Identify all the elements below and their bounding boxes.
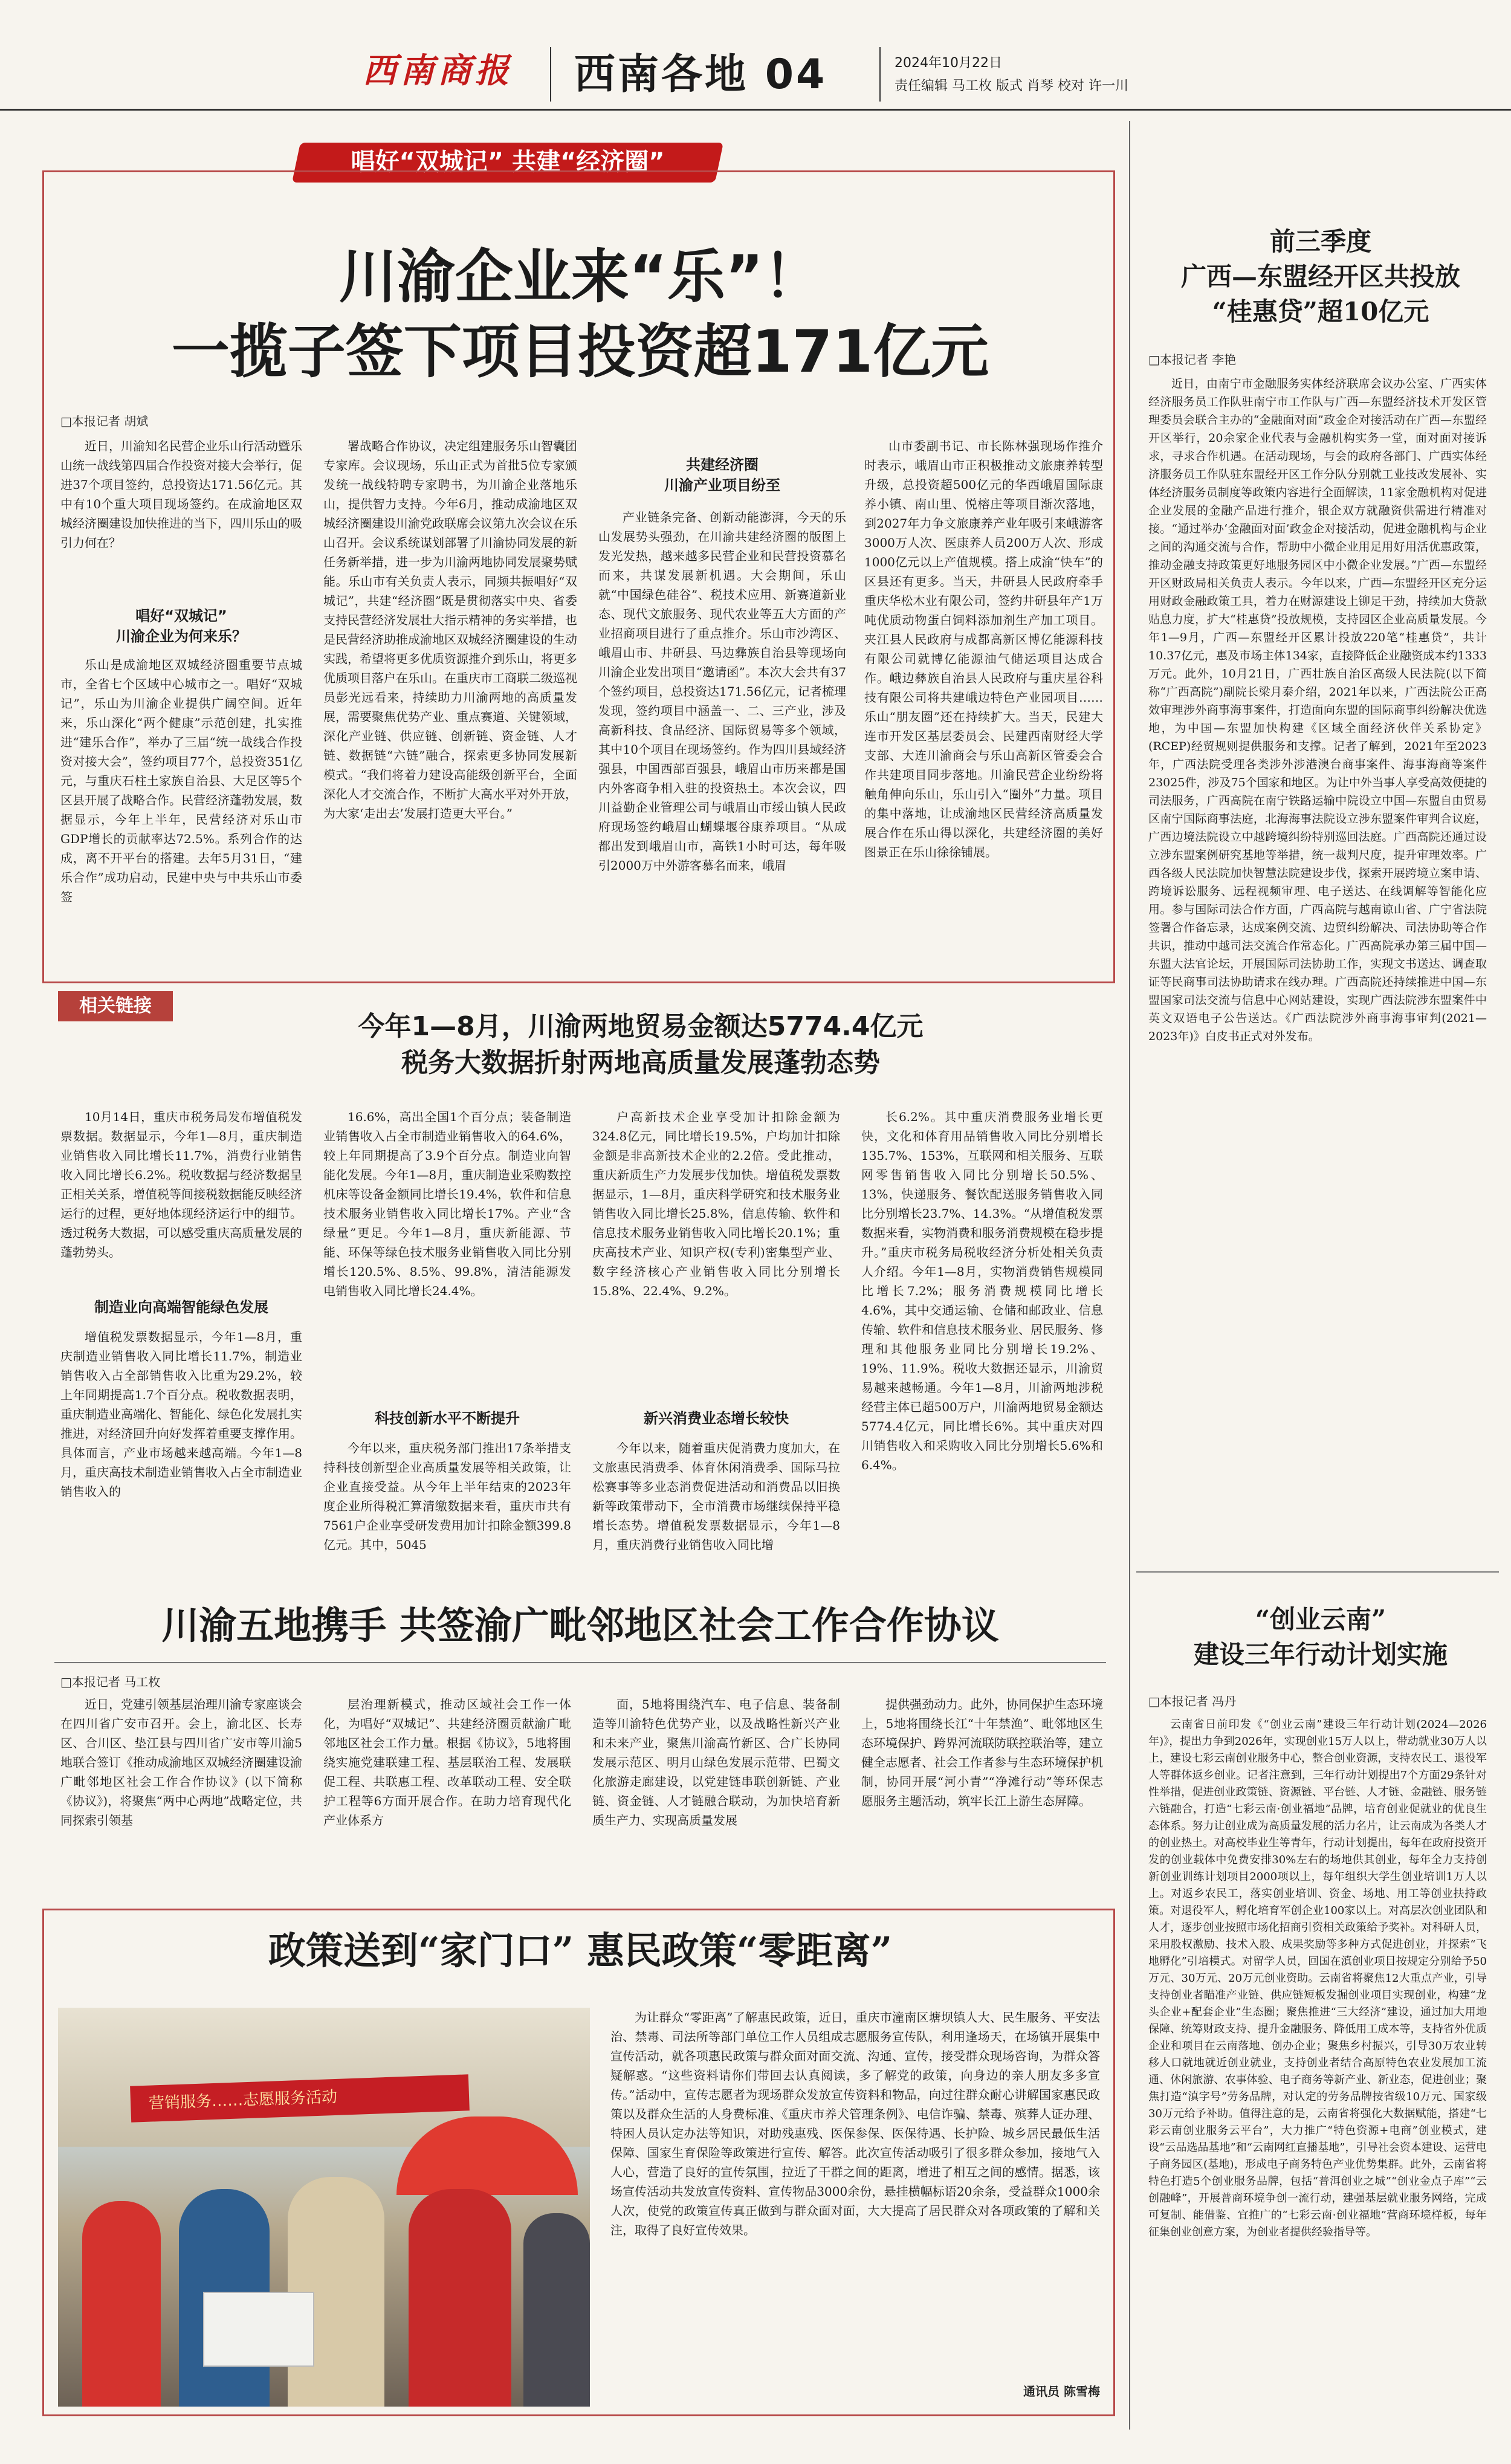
lead-subhead-1b: 川渝企业为何来乐？ bbox=[116, 628, 247, 645]
social-column-2: 层治理新模式，推动区域社会工作一体化，为唱好“双城记”、共建经济圈贡献渝广毗邻地区社会工作力量。根据《协议》，5地将围绕实施党建联建工程、基层联治工程、发展联促工程、共联惠工程、改革联动工程、安全联护工程等6方面开展合作。在助力培育现代化产业体系方 bbox=[323, 1697, 571, 1828]
lead-column-1: 乐山是成渝地区双城经济圈重要节点城市，全省七个区域中心城市之一。唱好“双城记”，乐山为川渝企业提供广阔空间。近年来，乐山深化“两个健康”示范创建，扎实推进“建乐合作”，举办了三届“统一战线合作投资对接大会”，签约项目77个，总投资351亿元，与重庆石柱土家族自治县、大足区等5个区县开展了战略合作。民营经济蓬勃发展，数据显示，今年上半年，民营经济对乐山市GDP增长的贡献率达72.5%。系列合作的达成，离不开平台的搭建。去年5月31日，“建乐合作”成功启动，民建中央与中共乐山市委签 bbox=[60, 658, 302, 904]
section-title bbox=[574, 47, 827, 102]
masthead bbox=[0, 0, 1511, 115]
related-column-3a: 户高新技术企业享受加计扣除金额为324.8亿元，同比增长19.5%，户均加计扣除金额是非高新技术企业的2.2倍。受此推动，重庆新质生产力发展步伐加快。增值税发票数据显示，1—8月，重庆科学研究和技术服务业销售收入同比增长25.8%，信息传输、软件和信息技术服务业销售收入同比增长20.1%；重庆高技术产业、知识产权(专利)密集型产业、数字经济核心产业销售收入同比分别增长15.8%、22.4%、9.2%。 bbox=[592, 1110, 840, 1298]
lead-byline: □本报记者 胡斌 bbox=[60, 414, 149, 428]
related-subhead-2: 科技创新水平不断提升 bbox=[375, 1410, 520, 1427]
photo-person-4 bbox=[409, 2189, 511, 2407]
photo-red-banner-text: 营销服务……志愿服务活动 bbox=[148, 2087, 338, 2113]
policy-body: 为让群众“零距离”了解惠民政策，近日，重庆市潼南区塘坝镇人大、民生服务、平安法治、禁毒、司法所等部门单位工作人员组成志愿服务宣传队，利用逢场天，在场镇开展集中宣传活动，就各项惠民政策与群众面对面交流、沟通、宣传，接受群众现场咨询，为群众答疑解惑。“这些资料请你们带回去认真阅读，多了解党的政策，向身边的亲人朋友多多宣传。”活动中，宣传志愿者为现场群众发放宣传资料和物品，向过往群众耐心讲解国家惠民政策以及群众生活的人身费标准、《重庆市养犬管理条例》、电信诈骗、禁毒、殡葬人证办理、特困人员认定办法等知识，对助残惠残、医保参保、医保待遇、长护险、城乡居民最低生活保障、国家生育保险等政策进行宣传、解答。此次宣传活动吸引了很多群众参加，接地气入人心，营造了良好的宣传氛围，拉近了干群之间的距离，增进了相互之间的感情。据悉，该场宣传活动共发放宣传资料、宣传物品3000余份，悬挂横幅标语20余条，受益群众1000余人次，使党的政策宣传真正做到与群众面对面，大大提高了居民群众对各项政策的了解和关注，取得了良好宣传效果。 bbox=[610, 2010, 1100, 2237]
related-column-4: 长6.2%。其中重庆消费服务业增长更快，文化和体育用品销售收入同比分别增长135.7%、153%，互联网和相关服务、互联网零售销售收入同比分别增长50.5%、13%，快递服务、餐饮配送服务销售收入同比分别增长23.7%、14.3%。“从增值税发票数据来看，实物消费和服务消费规模在稳步提升。”重庆市税务局税收经济分析处相关负责人介绍。今年1—8月，实物消费销售规模同比增长7.2%；服务消费规模同比增长4.6%，其中交通运输、仓储和邮政业、信息传输、软件和信息技术服务业、居民服务、修理和其他服务业同比分别增长19.2%、19%、11.9%。税收大数据还显示，川渝贸易越来越畅通。今年1—8月，川渝两地涉税经营主体已超500万户，川渝两地贸易金额达5774.4亿元，同比增长6%。其中重庆对四川销售收入和采购收入同比分别增长5.6%和6.4%。 bbox=[861, 1110, 1103, 1472]
related-column-3b: 今年以来，随着重庆促消费力度加大，在文旅惠民消费季、体育休闲消费季、国际马拉松赛事等多业态消费促进活动和消费品以旧换新等政策带动下，全市消费市场继续保持平稳增长态势。增值税发票数据显示，今年1—8月，重庆消费行业销售收入同比增 bbox=[592, 1441, 840, 1552]
lead-subhead-1a: 唱好“双城记” bbox=[135, 607, 227, 624]
editor-credits: 责任编辑 马工枚 版式 肖琴 校对 许一川 bbox=[895, 79, 1128, 94]
social-column-1: 近日，党建引领基层治理川渝专家座谈会在四川省广安市召开。会上，渝北区、长寿区、合川区、垫江县与四川省广安市等川渝5地联合签订《推动成渝地区双城经济圈建设渝广毗邻地区社会工作合作协议》(以下简称《协议》)，将聚焦“两中心两地”战略定位，共同探索引领基 bbox=[60, 1697, 302, 1828]
photo-person-1 bbox=[82, 2201, 161, 2407]
related-tag: 相关链接 bbox=[58, 991, 173, 1021]
guangxi-headline-3: “桂惠贷”超10亿元 bbox=[1212, 297, 1429, 326]
social-headline: 川渝五地携手 共签渝广毗邻地区社会工作合作协议 bbox=[161, 1603, 999, 1648]
social-byline: □本报记者 马工枚 bbox=[60, 1675, 161, 1689]
related-column-2a: 16.6%，高出全国1个百分点；装备制造业销售收入占全市制造业销售收入的64.6%，较上年同期提高了3.9个百分点。制造业向智能化发展。今年1—8月，重庆制造业采购数控机床等设备金额同比增长19.4%，软件和信息技术服务业销售收入同比增长17%。产业“含绿量”更足。今年1—8月，重庆新能源、节能、环保等绿色技术服务业销售收入同比分别增长120.5%、8.5%、99.8%，清洁能源发电销售收入同比增长24.4%。 bbox=[323, 1110, 571, 1298]
lead-headline-1: 川渝企业来“乐”！ bbox=[338, 243, 822, 311]
related-headline-1: 今年1—8月，川渝两地贸易金额达5774.4亿元 bbox=[358, 1011, 924, 1042]
related-column-2b: 今年以来，重庆税务部门推出17条举措支持科技创新型企业高质量发展等相关政策，让企业直接受益。从今年上半年结束的2023年度企业所得税汇算清缴数据来看，重庆市共有7561户企业享受研发费用加计扣除金额399.8亿元。其中，5045 bbox=[323, 1441, 571, 1552]
photo-leaflet bbox=[203, 2292, 314, 2367]
lead-column-3: 产业链条完备、创新动能澎湃，今天的乐山发展势头强劲，在川渝共建经济圈的版图上发光发热，越来越多民营企业和民营投资慕名而来，共谋发展新机遇。大会期间，乐山就“中国绿色硅谷”、税技术应用、新赛道新业态、现代文旅服务、现代农业等五大方面的产业招商项目进行了重点推介。乐山市沙湾区、峨眉山市、井研县、马边彝族自治县等现场向川渝企业发出项目“邀请函”。本次大会共有37个签约项目，总投资达171.56亿元，记者梳理发现，签约项目中涵盖一、二、三产业，涉及高新科技、食品经济、国际贸易等多个领域，其中10个项目在现场签约。作为四川县域经济强县，中国西部百强县，峨眉山市历来都是国内外客商争相入驻的投资热土。本次会议，四川益勤企业管理公司与峨眉山市绥山镇人民政府现场签约峨眉山蝴蝶堰谷康养项目。“从成都出发到峨眉山市，高铁1小时可达，每年吸引2000万中外游客慕名而来，峨眉 bbox=[598, 510, 846, 873]
related-column-1b: 增值税发票数据显示，今年1—8月，重庆制造业销售收入同比增长11.7%，制造业销售收入占全部销售收入比重为29.2%，较上年同期提高1.7个百分点。税收数据表明，重庆制造业高端化、智能化、绿色化发展扎实推进，对经济回升向好发挥着重要支撑作用。具体而言，产业市场越来越高端。今年1—8月，重庆高技术制造业销售收入占全市制造业销售收入的 bbox=[60, 1330, 302, 1499]
related-headline-2: 税务大数据折射两地高质量发展蓬勃态势 bbox=[401, 1047, 880, 1078]
lead-column-4: 山市委副书记、市长陈林强现场作推介时表示，峨眉山市正积极推动文旅康养转型升级，总投资超500亿元的华西峨眉国际康养小镇、南山里、悦榕庄等项目渐次落地，到2027年力争文旅康养产业年吸引来峨游客3000万人次、医康养人员200万人次、形成1000亿元以上产值规模。搭上成渝“快车”的区县还有更多。当天，井研县人民政府牵手重庆华松木业有限公司，签约井研县年产1万吨优质动物蛋白饲料添加剂生产加工项目。夹江县人民政府与成都高新区博亿能源科技有限公司就博亿能源油气储运项目达成合作。峨边彝族自治县人民政府与重庆星谷科技有限公司将共建峨边特色产业园项目……乐山“朋友圈”还在持续扩大。当天，民建大连市开发区基层委员会、民建西南财经大学支部、大连川渝商会与乐山高新区管委会合作共建项目同步落地。川渝民营企业纷纷将触角伸向乐山，乐山引入“圈外”力量。项目的集中落地，让成渝地区民营经济高质量发展合作在乐山得以深化，共建经济圈的美好图景正在乐山徐徐铺展。 bbox=[864, 439, 1103, 859]
yunnan-headline-1: “创业云南” bbox=[1255, 1605, 1386, 1634]
lead-subhead-2a: 共建经济圈 bbox=[686, 456, 759, 473]
section-name: 西南各地 bbox=[574, 50, 749, 99]
social-column-3: 面，5地将围绕汽车、电子信息、装备制造等川渝特色优势产业，以及战略性新兴产业和未来产业，聚焦川渝高竹新区、合广长协同发展示范区、明月山绿色发展示范带、巴蜀文化旅游走廊建设，以党建链串联创新链、产业链、资金链、人才链融合联动，为加快培育新质生产力、实现高质量发展 bbox=[592, 1697, 840, 1828]
lead-subhead-2b: 川渝产业项目纷至 bbox=[664, 477, 780, 494]
guangxi-body: 近日，由南宁市金融服务实体经济联席会议办公室、广西实体经济服务员工作队驻南宁市工作队与广西—东盟经济技术开发区管理委员会联合主办的“金融面对面”政金企对接活动在广西—东盟经开区举行，20余家企业代表与金融机构实务一堂，面对面对接诉求，寻求合作机遇。在活动现场，与会的政府各部门、广西实体经济服务员工作队驻东盟经开区工作分队分别就工业技改发展补、实体经济服务员制度等政策内容进行全面解读，11家金融机构对促进企业发展的金融产品进行推介，银企双方就融资供需进行精准对接。“通过举办‘金融面对面’政金企对接活动，促进金融机构与企业之间的沟通交流与合作，帮助中小微企业用足用好用活优惠政策，推动金融支持政策更好地服务园区中小微企业发展。”广西—东盟经开区财政局相关负责人表示。今年以来，广西—东盟经开区充分运用财政金融政策工具，着力在财源建设上铆足干劲，持续加大贷款贴息力度，扩大“桂惠贷”投放规模，支持园区企业高质量发展。今年1—9月，广西—东盟经开区累计投放220笔“桂惠贷”，共计10.37亿元，惠及市场主体134家，直接降低企业融资成本约1333万元。此外，10月21日，广西壮族自治区高级人民法院(以下简称“广西高院”)副院长梁月泰介绍，2021年以来，广西法院公正高效审理涉外商事海事案件，打造面向东盟的国际商事纠纷解决优选地，为中国—东盟加快构建《区域全面经济伙伴关系协定》(RCEP)经贸规则提供服务和支撑。记者了解到，2021年至2023年，广西法院受理各类涉外涉港澳台商事案件、海事海商等案件23025件，涉及75个国家和地区。为让中外当事人享受高效便捷的司法服务，广西高院在南宁铁路运输中院设立中国—东盟自由贸易区南宁国际商事法庭，北海海事法院设立涉东盟案件审判合议庭，广西边境法院设立中越跨境纠纷特别巡回法庭。广西高院还通过设立涉东盟案例研究基地等举措，统一裁判尺度，提升审理效率。广西各级人民法院加快智慧法院建设步伐，探索开展跨境立案申请、跨境诉讼服务、远程视频审理、电子送达、在线调解等智能化应用。参与国际司法合作方面，广西高院与越南谅山省、广宁省法院签署合作备忘录，达成案例交流、边贸纠纷解决、司法协助等合作共识，推动中越司法交流合作常态化。广西高院承办第三届中国—东盟大法官论坛，开展国际司法协助工作，实现文书送达、调查取证等民商事司法协助请求在线办理。广西高院还持续推进中国—东盟国家司法交流与信息中心网站建设，实现广西法院涉东盟案件中英文双语电子公告送达。《广西法院涉外商事海事审判(2021—2023年)》白皮书正式对外发布。 bbox=[1148, 377, 1487, 1043]
policy-headline: 政策送到“家门口” 惠民政策“零距离” bbox=[268, 1929, 893, 1973]
theme-banner-text: 唱好“双城记” 共建“经济圈” bbox=[351, 148, 665, 176]
issue-date: 2024年10月22日 bbox=[895, 56, 1002, 71]
event-photo bbox=[58, 2008, 590, 2407]
social-column-4: 提供强劲动力。此外，协同保护生态环境上，5地将围绕长江“十年禁渔”、毗邻地区生态环境保护、跨界河流联防联控联治等，建立健全志愿者、社会工作者参与生态环境保护机制，协同开展“河小青”“净滩行动”等环保志愿服务主题活动，筑牢长江上游生态屏障。 bbox=[861, 1697, 1103, 1808]
guangxi-headline-1: 前三季度 bbox=[1269, 227, 1371, 256]
related-column-1a: 10月14日，重庆市税务局发布增值税发票数据。数据显示，今年1—8月，重庆制造业销售收入同比增长11.7%，消费行业销售收入同比增长6.2%。税收数据与经济数据呈正相关关系，增值税等间接税数据能反映经济运行的过程，更好地体现经济运行中的细节。透过税务大数据，可以感受重庆高质量发展的蓬勃势头。 bbox=[60, 1110, 302, 1259]
yunnan-headline-2: 建设三年行动计划实施 bbox=[1193, 1640, 1448, 1669]
yunnan-body: 云南省日前印发《“创业云南”建设三年行动计划(2024—2026年)》，提出力争到2026年，实现创业15万人以上，带动就业30万人以上，建设七彩云南创业服务中心，整合创业资源，支持农民工、退役军人等群体返乡创业。记者注意到，三年行动计划提出7个方面29条针对性举措，促进创业政策链、资源链、平台链、人才链、金融链、服务链六链融合，打造“七彩云南·创业福地”品牌，培育创业促就业的优良生态体系。努力让创业成为高质量发展的活力名片，让云南成为各类人才的创业热土。对高校毕业生等青年，行动计划提出，每年在政府投资开发的创业载体中免费安排30%左右的场地供其创业，每年全力支持创新创业训练计划项目2000项以上，每年组织大学生创业培训1万人以上。对返乡农民工，落实创业培训、资金、场地、用工等创业扶持政策。对退役军人，孵化培育军创企业100家以上。对高层次创业团队和人才，逐步创业按照市场化招商引资相关政策给予奖补。对科研人员，采用股权激励、技术入股、成果奖励等多种方式促进创业，并探索“飞地孵化”引培模式。对留学人员，回国在滇创业项目按规定分别给予50万元、30万元、20万元创业资助。云南省将聚焦12大重点产业，引导支持创业者瞄准产业链、供应链短板发掘创业项目实现创业，构建“龙头企业+配套企业”生态圈；聚焦推进“三大经济”建设，通过加大用地保障、统筹财政支持、提升金融服务、降低用工成本等，支持省外优质企业和项目在云南落地、创办企业；聚焦乡村振兴，引导30万农业转移人口就地就近创业就业，支持创业者结合高原特色农业发展加工流通、休闲旅游、农事体验、电子商务等新产业、新业态，促进创业；聚焦打造“滇字号”劳务品牌，对认定的劳务品牌按省级10万元、国家级30万元给予补助。值得注意的是，云南省将强化大数据赋能，搭建“七彩云南创业服务云平台”，大力推广“特色资源+电商”创业模式，建设“云品选品基地”和“云南网红直播基地”，引导社会资本建设、运营电子商务园区(基地)，形成电子商务特色产业优势集群。此外，云南省将特色打造5个创业服务品牌，包括“普洱创业之城”“创业金点子库”“云创融峰”，开展普商环境争创一流行动，建强基层就业服务网络，完成可复制、能借鉴、宜推广的“七彩云南·创业福地”营商环境样板，每年征集创业创意方案，为创业者提供经验指导等。 bbox=[1148, 1718, 1487, 2239]
related-subhead-3: 新兴消费业态增长较快 bbox=[644, 1410, 789, 1427]
yunnan-byline: □本报记者 冯丹 bbox=[1148, 1694, 1237, 1709]
page-number: 04 bbox=[765, 51, 827, 99]
guangxi-headline-2: 广西—东盟经开区共投放 bbox=[1180, 262, 1460, 291]
lead-intro: 近日，川渝知名民营企业乐山行活动暨乐山统一战线第四届合作投资对接大会举行，促进37个项目签约，总投资达171.56亿元。其中有10个重大项目现场签约。在成渝地区双城经济圈建设加快推进的当下，四川乐山的吸引力何在？ bbox=[60, 439, 302, 550]
lead-column-2: 署战略合作协议，决定组建服务乐山智囊团专家库。会议现场，乐山正式为首批5位专家颁发统一战线特聘专家聘书，为川渝企业落地乐山，提供智力支持。今年6月，推动成渝地区双城经济圈建设川渝党政联席会议第九次会议在乐山召开。会议系统谋划部署了川渝协同发展的新任务新举措，进一步为川渝两地协同发展聚势赋能。乐山市有关负责人表示，同频共振唱好“双城记”，共建“经济圈”既是贯彻落实中央、省委支持民营经济发展壮大指示精神的务实举措，也是民营经济助推成渝地区双城经济圈建设的生动实践，希望将更多优质资源推介到乐山，将更多优质项目落户在乐山。在重庆市工商联二级巡视员彭光远看来，持续助力川渝两地的高质量发展，需要聚焦优势产业、重点赛道、关键领域，深化产业链、供应链、创新链、资金链、人才链、数据链“六链”融合，探索更多协同发展新模式。“我们将着力建设高能级创新平台，全面深化人才交流合作，不断扩大高水平对外开放，为大家‘走出去’发展打造更大平台。” bbox=[323, 439, 577, 821]
photo-person-5 bbox=[523, 2213, 590, 2407]
lead-headline-2: 一揽子签下项目投资超171亿元 bbox=[171, 318, 989, 386]
policy-byline: 通讯员 陈雪梅 bbox=[1023, 2384, 1100, 2399]
related-subhead-1: 制造业向高端智能绿色发展 bbox=[94, 1299, 268, 1316]
newspaper-logo: 西南商报 bbox=[363, 51, 513, 91]
guangxi-byline: □本报记者 李艳 bbox=[1148, 352, 1237, 367]
